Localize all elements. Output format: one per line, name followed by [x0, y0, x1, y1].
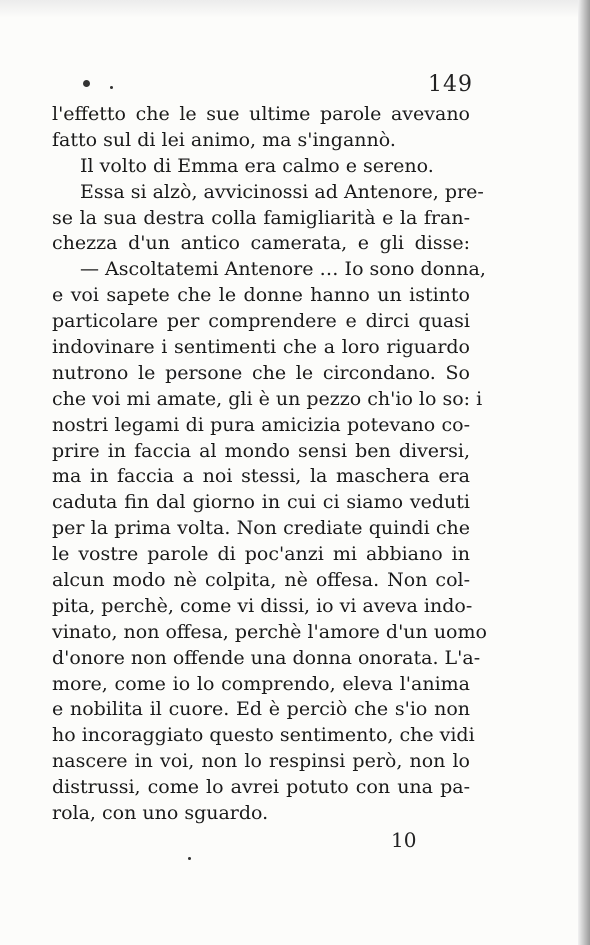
text-line: fatto sul di lei animo, ma s'ingannò. — [52, 128, 396, 151]
text-line: che voi mi amate, gli è un pezzo ch'io lo so: i — [52, 387, 483, 410]
text-line: more, come io lo comprendo, eleva l'anima — [52, 672, 470, 695]
text-line: le vostre parole di poc'anzi mi abbiano in — [52, 543, 470, 566]
page-edge-shadow — [578, 0, 590, 945]
ink-speck — [110, 86, 113, 89]
text-line: pita, perchè, come vi dissi, io vi aveva indo- — [52, 594, 473, 617]
text-line: caduta fin dal giorno in cui ci siamo veduti — [52, 491, 470, 514]
text-line: vinato, non offesa, perchè l'amore d'un uomo — [52, 620, 487, 643]
text-line: indovinare i sentimenti che a loro riguardo — [52, 336, 470, 359]
signature-mark: 10 — [391, 828, 417, 852]
text-line: — Ascoltatemi Antenore … Io sono donna, — [80, 258, 486, 281]
text-line: e nobilita il cuore. Ed è perciò che s'io non — [52, 698, 470, 721]
text-line: rola, con uno sguardo. — [52, 802, 269, 825]
text-line: prire in faccia al mondo sensi ben diversi, — [52, 439, 470, 462]
text-line: particolare per comprendere e dirci quasi — [52, 310, 470, 333]
body-text — [52, 102, 487, 827]
text-line: ma in faccia a noi stessi, la maschera era — [52, 465, 470, 488]
text-line: se la sua destra colla famigliarità e la fran- — [52, 206, 470, 229]
text-line: chezza d'un antico camerata, e gli disse: — [52, 232, 470, 255]
text-line: d'onore non offende una donna onorata. L'a- — [52, 646, 481, 669]
text-line: per la prima volta. Non crediate quindi che — [52, 517, 470, 540]
page-number: 149 — [428, 72, 473, 97]
text-line: e voi sapete che le donne hanno un istinto — [52, 284, 470, 307]
text-line: l'effetto che le sue ultime parole avevano — [52, 103, 470, 125]
text-line: Essa si alzò, avvicinossi ad Antenore, pre- — [80, 180, 484, 203]
top-scan-shadow — [0, 0, 590, 18]
ink-speck — [83, 80, 90, 87]
text-line: ho incoraggiato questo sentimento, che vidi — [52, 724, 475, 747]
text-line: nutrono le persone che le circondano. So — [52, 361, 470, 384]
text-line: distrussi, come lo avrei potuto con una pa- — [52, 776, 470, 799]
text-line: nostri legami di pura amicizia potevano co- — [52, 413, 470, 436]
ink-speck — [188, 857, 191, 860]
text-line: nascere in voi, non lo respinsi però, non lo — [52, 750, 470, 773]
text-line: alcun modo nè colpita, nè offesa. Non col- — [52, 569, 470, 592]
text-line: Il volto di Emma era calmo e sereno. — [80, 154, 434, 177]
